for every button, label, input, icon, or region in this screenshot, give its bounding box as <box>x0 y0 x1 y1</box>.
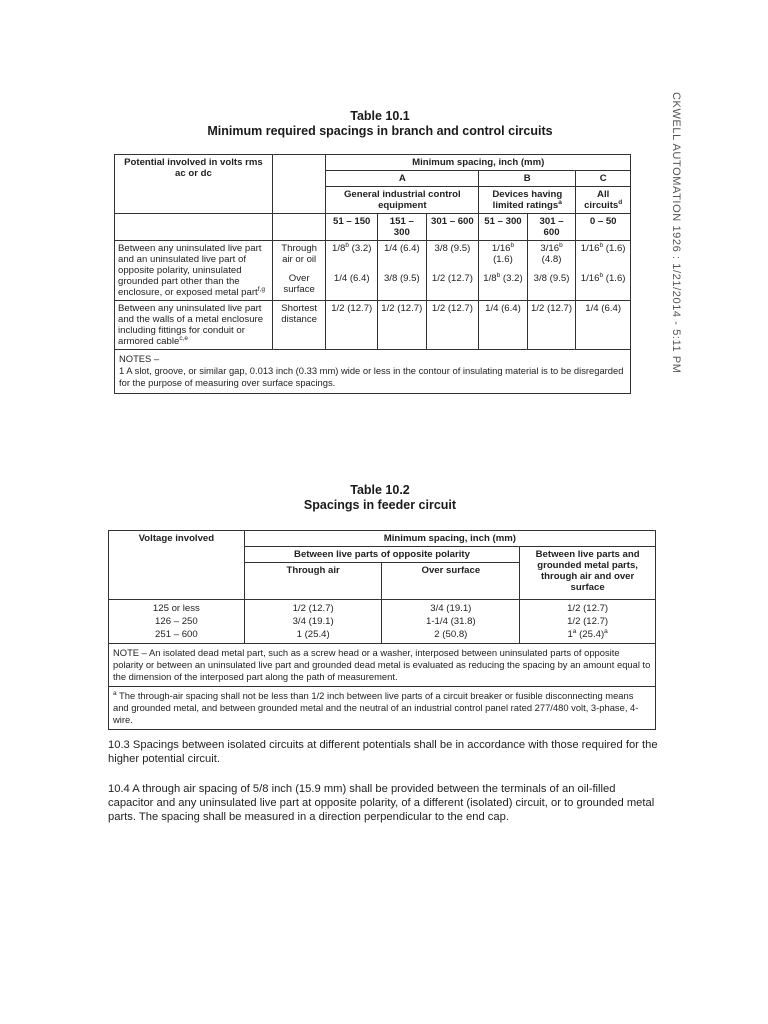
header-potential: Potential involved in volts rms ac or dc <box>115 155 273 214</box>
group-c-desc-text: All circuits <box>584 189 619 211</box>
through-air-cell: 3/4 (19.1) <box>244 615 382 628</box>
over-surface-cell: 2 (50.8) <box>382 628 520 644</box>
row1-description-text: Between any uninsulated live part and an uninsulated live part of opposite polarity, uninsulated grounded part other than the enclosure, or exposed metal part <box>118 243 262 298</box>
header-over-surface: Over surface <box>382 563 520 600</box>
row2-method: Shortest distance <box>272 301 326 350</box>
row2-cell: 1/2 (12.7) <box>527 301 576 350</box>
table-row <box>109 600 656 616</box>
value-mm: (4.8) <box>541 254 562 265</box>
footnote-marker: a <box>604 627 608 635</box>
value: 1/16 <box>580 272 600 284</box>
value-mm: (3.2) <box>500 272 523 284</box>
header-group-a: A <box>326 171 479 187</box>
over-surface-cell: 1-1/4 (31.8) <box>382 615 520 628</box>
watermark-text: CKWELL AUTOMATION 1926 : 1/21/2014 - 5:11 PM <box>670 92 682 374</box>
row2-cell: 1/2 (12.7) <box>426 301 479 350</box>
value: 1 <box>567 629 573 640</box>
footnote-marker: a <box>113 689 117 697</box>
row1a-method: Through air or oil <box>272 241 326 271</box>
range-header: 301 – 600 <box>527 214 576 241</box>
row1a-cell <box>479 241 528 271</box>
paragraph-10-3: 10.3 Spacings between isolated circuits at different potentials shall be in accordance with those required for the higher potential circuit. <box>108 739 658 765</box>
grounded-cell: 1/2 (12.7) <box>520 615 656 628</box>
row1b-cell <box>479 271 528 301</box>
header-through-air: Through air <box>244 563 382 600</box>
value-mm: (25.4) <box>576 629 605 640</box>
range-header: 51 – 300 <box>479 214 528 241</box>
range-header: 0 – 50 <box>576 214 631 241</box>
footnote-text: The through-air spacing shall not be less than 1/2 inch between live parts of a circuit breaker or fusible disconnecting means and grounded metal, and between grounded metal and the neutral of an industrial control panel rated 277/480 volt, 3-phase, 4-wire. <box>113 690 639 725</box>
value-mm: (3.2) <box>349 243 372 254</box>
header-min-spacing: Minimum spacing, inch (mm) <box>244 531 655 547</box>
header-group-b: B <box>479 171 576 187</box>
range-header: 51 – 150 <box>326 214 378 241</box>
table-row <box>115 301 631 350</box>
blank-cell <box>115 214 273 241</box>
voltage-cell: 126 – 250 <box>109 615 245 628</box>
row1-description <box>115 241 273 301</box>
blank-cell <box>272 214 326 241</box>
notes-title: NOTES – <box>119 353 160 364</box>
value: 1/16 <box>580 243 600 254</box>
footnote-marker: f,g <box>257 285 265 293</box>
table-row <box>115 214 631 241</box>
table-10-2-title-block <box>160 483 600 513</box>
table-row <box>109 531 656 547</box>
footnote-marker: d <box>618 198 623 206</box>
row2-description <box>115 301 273 350</box>
value: 1/8 <box>483 272 497 284</box>
footnote-marker: a <box>558 198 562 206</box>
header-group-a-desc <box>326 187 479 214</box>
row2-cell: 1/2 (12.7) <box>378 301 427 350</box>
table-10-1-title: Table 10.1 <box>350 109 410 123</box>
header-min-spacing: Minimum spacing, inch (mm) <box>326 155 631 171</box>
table-row <box>109 615 656 628</box>
value-mm: (1.6) <box>603 272 626 284</box>
value-mm: (1.6) <box>493 254 513 265</box>
table-10-2-note: NOTE – An isolated dead metal part, such as a screw head or a washer, interposed between uninsulated parts of opposite polarity or between an uninsulated live part and grounded dead metal is evaluated as reducing the spacing by an amount equal to the dimension of the interposed part along the path of measurement. <box>109 644 656 687</box>
row1a-cell: 1/4 (6.4) <box>378 241 427 271</box>
row1b-cell <box>576 271 631 301</box>
row2-description-text: Between any uninsulated live part and the walls of a metal enclosure including fittings for conduit or armored cable <box>118 303 264 347</box>
group-a-desc-text: General industrial control equipment <box>343 189 461 211</box>
header-group-b-desc <box>479 187 576 214</box>
value: 1/16 <box>491 243 511 254</box>
table-10-1 <box>114 154 631 394</box>
row1a-cell <box>326 241 378 271</box>
header-grounded: Between live parts and grounded metal parts, through air and over surface <box>520 547 656 600</box>
header-group-c: C <box>576 171 631 187</box>
through-air-cell: 1/2 (12.7) <box>244 600 382 616</box>
note-1: 1 A slot, groove, or similar gap, 0.013 inch (0.33 mm) wide or less in the contour of insulating material is to be disregarded for the purpose of measuring over surface spacings. <box>119 365 624 388</box>
voltage-cell: 251 – 600 <box>109 628 245 644</box>
row2-cell: 1/2 (12.7) <box>326 301 378 350</box>
group-b-desc-text: Devices having limited ratings <box>492 189 563 211</box>
table-10-1-title-block <box>160 109 600 139</box>
footnote-marker: b <box>599 271 604 279</box>
header-opposite-polarity: Between live parts of opposite polarity <box>244 547 519 563</box>
row1b-cell: 3/8 (9.5) <box>527 271 576 301</box>
paragraph-10-4: 10.4 A through air spacing of 5/8 inch (15.9 mm) shall be provided between the terminals of an oil-filled capacitor and any uninsulated live part at opposite polarity, of a different (isolated) circuit, or to grounded metal parts. The spacing shall be measured in a direction perpendicular to the end cap. <box>108 783 655 823</box>
header-voltage: Voltage involved <box>109 531 245 600</box>
grounded-cell: 1/2 (12.7) <box>520 600 656 616</box>
table-10-1-subtitle: Minimum required spacings in branch and control circuits <box>207 124 553 138</box>
value: 1/8 <box>332 243 346 254</box>
footnote-marker: b <box>510 241 515 249</box>
value-mm: (1.6) <box>603 243 626 254</box>
row1b-cell: 3/8 (9.5) <box>378 271 427 301</box>
over-surface-cell: 3/4 (19.1) <box>382 600 520 616</box>
table-row <box>115 241 631 271</box>
table-row <box>115 155 631 171</box>
row1a-cell <box>527 241 576 271</box>
row2-cell: 1/4 (6.4) <box>576 301 631 350</box>
row1a-cell: 3/8 (9.5) <box>426 241 479 271</box>
table-10-2-subtitle: Spacings in feeder circuit <box>303 498 457 512</box>
grounded-cell <box>520 628 656 644</box>
row1b-cell: 1/2 (12.7) <box>426 271 479 301</box>
watermark <box>668 92 682 372</box>
table-10-2-footnote <box>109 687 656 730</box>
table-10-1-notes <box>115 350 631 394</box>
voltage-cell: 125 or less <box>109 600 245 616</box>
header-group-c-desc <box>576 187 631 214</box>
footnote-marker: b <box>599 241 604 249</box>
value: 3/16 <box>540 243 560 254</box>
table-row <box>109 687 656 730</box>
range-header: 151 – 300 <box>378 214 427 241</box>
through-air-cell: 1 (25.4) <box>244 628 382 644</box>
header-method-blank <box>272 155 326 214</box>
row1b-method: Over surface <box>272 271 326 301</box>
row1a-cell <box>576 241 631 271</box>
row1b-cell: 1/4 (6.4) <box>326 271 378 301</box>
table-row <box>109 644 656 687</box>
footnote-marker: b <box>345 241 350 249</box>
footnote-marker: c,e <box>179 334 188 342</box>
footnote-marker: a <box>572 627 577 635</box>
table-row <box>109 628 656 644</box>
table-row <box>115 350 631 394</box>
row2-cell: 1/4 (6.4) <box>479 301 528 350</box>
footnote-marker: b <box>559 241 563 249</box>
range-header: 301 – 600 <box>426 214 479 241</box>
table-10-2-title: Table 10.2 <box>350 483 410 497</box>
table-10-2 <box>108 530 656 730</box>
footnote-marker: b <box>496 271 501 279</box>
